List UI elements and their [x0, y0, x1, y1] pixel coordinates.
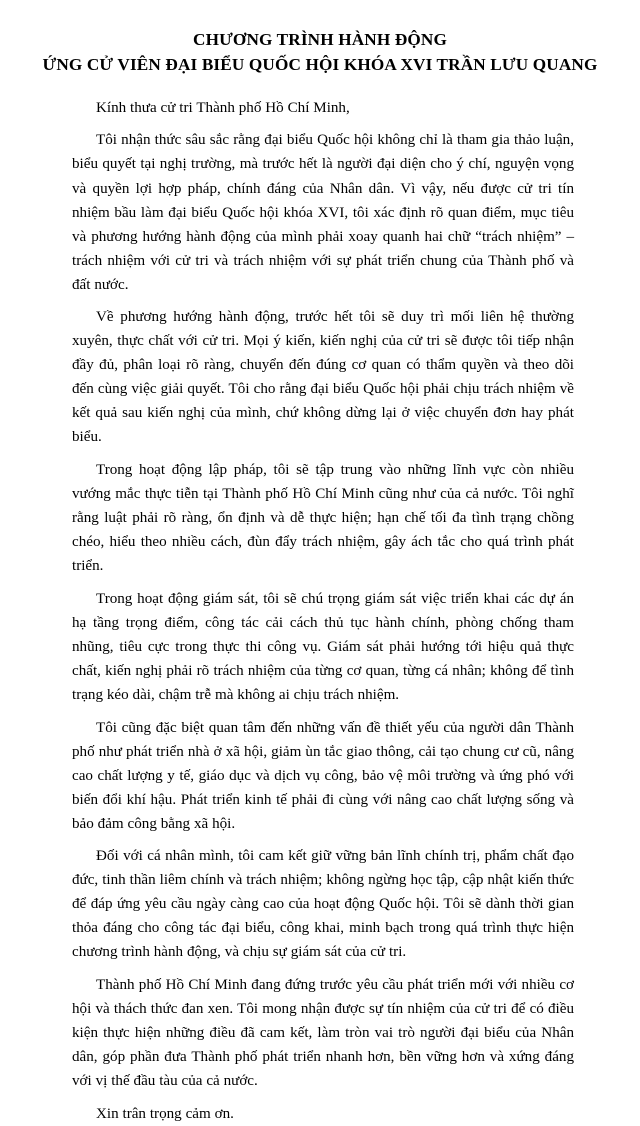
paragraph-action-direction: Về phương hướng hành động, trước hết tôi sẽ duy trì mối liên hệ thường xuyên, thực chất với cử tri. Mọi ý kiến, kiến nghị của cử tri sẽ được tôi tiếp nhận đầy đủ, phân loại rõ ràng, chuyển đến đúng cơ quan có thẩm quyền và theo dõi đến cùng việc giải quyết. Tôi cho rằng đại biểu Quốc hội phải chịu trách nhiệm về kết quả sau kiến nghị của mình, chứ không dừng lại ở việc chuyển đơn hay phát biểu. — [72, 309, 574, 446]
document-body — [0, 96, 640, 1126]
document-title — [0, 28, 640, 78]
title-line-2: ỨNG CỬ VIÊN ĐẠI BIỂU QUỐC HỘI KHÓA XVI TRẦN LƯU QUANG — [42, 54, 598, 74]
title-line-1: CHƯƠNG TRÌNH HÀNH ĐỘNG — [193, 30, 447, 49]
paragraph-salutation: Kính thưa cử tri Thành phố Hồ Chí Minh, — [96, 99, 350, 116]
paragraph-personal-commitment: Đối với cá nhân mình, tôi cam kết giữ vững bản lĩnh chính trị, phẩm chất đạo đức, tinh thần liêm chính và trách nhiệm; không ngừng học tập, cập nhật kiến thức để đáp ứng yêu cầu ngày càng cao của hoạt động Quốc hội. Tôi sẽ dành thời gian thỏa đáng cho công tác đại biểu, công khai, minh bạch trong quá trình thực hiện chương trình hành động, và chịu sự giám sát của cử tri. — [72, 848, 574, 961]
paragraph-city-development: Thành phố Hồ Chí Minh đang đứng trước yêu cầu phát triển mới với nhiều cơ hội và thách thức đan xen. Tôi mong nhận được sự tín nhiệm của cử tri để có điều kiện thực hiện những điều đã cam kết, làm tròn vai trò người đại biểu của Nhân dân, góp phần đưa Thành phố phát triển nhanh hơn, bền vững hơn và xứng đáng với vị thế đầu tàu của cả nước. — [72, 976, 574, 1090]
paragraph-citizen-issues: Tôi cũng đặc biệt quan tâm đến những vấn đề thiết yếu của người dân Thành phố như phát triển nhà ở xã hội, giảm ùn tắc giao thông, cải tạo chung cư cũ, nâng cao chất lượng y tế, giáo dục và dịch vụ công, bảo vệ môi trường và ứng phó với biến đổi khí hậu. Phát triển kinh tế phải đi cùng với nâng cao chất lượng sống và bảo đảm công bằng xã hội. — [72, 719, 574, 832]
document-page — [0, 28, 640, 1122]
paragraph-closing: Xin trân trọng cảm ơn. — [96, 1105, 234, 1122]
paragraph-awareness: Tôi nhận thức sâu sắc rằng đại biểu Quốc hội không chỉ là tham gia thảo luận, biểu quyết tại nghị trường, mà trước hết là người đại diện cho ý chí, nguyện vọng và quyền lợi hợp pháp, chính đáng của Nhân dân. Vì vậy, nếu được cử tri tín nhiệm bầu làm đại biểu Quốc hội khóa XVI, tôi xác định rõ quan điểm, mục tiêu và phương hướng hành động của mình phải xoay quanh hai chữ “trách nhiệm” – trách nhiệm với cử tri và trách nhiệm với sự phát triển chung của Thành phố và đất nước. — [72, 132, 574, 293]
paragraph-supervision: Trong hoạt động giám sát, tôi sẽ chú trọng giám sát việc triển khai các dự án hạ tầng trọng điểm, công tác cải cách thủ tục hành chính, phòng chống tham nhũng, tiêu cực trong thực thi công vụ. Giám sát phải hướng tới hiệu quả thực chất, kiến nghị phải rõ trách nhiệm của từng cơ quan, từng cá nhân; không để tình trạng kéo dài, chậm trễ mà không ai chịu trách nhiệm. — [72, 590, 574, 703]
paragraph-legislation: Trong hoạt động lập pháp, tôi sẽ tập trung vào những lĩnh vực còn nhiều vướng mắc thực tiễn tại Thành phố Hồ Chí Minh cũng như của cả nước. Tôi nghĩ rằng luật phải rõ ràng, ổn định và dễ thực hiện; hạn chế tối đa tình trạng chồng chéo, hiểu theo nhiều cách, đùn đẩy trách nhiệm, gây ách tắc cho quá trình phát triển. — [72, 462, 574, 575]
